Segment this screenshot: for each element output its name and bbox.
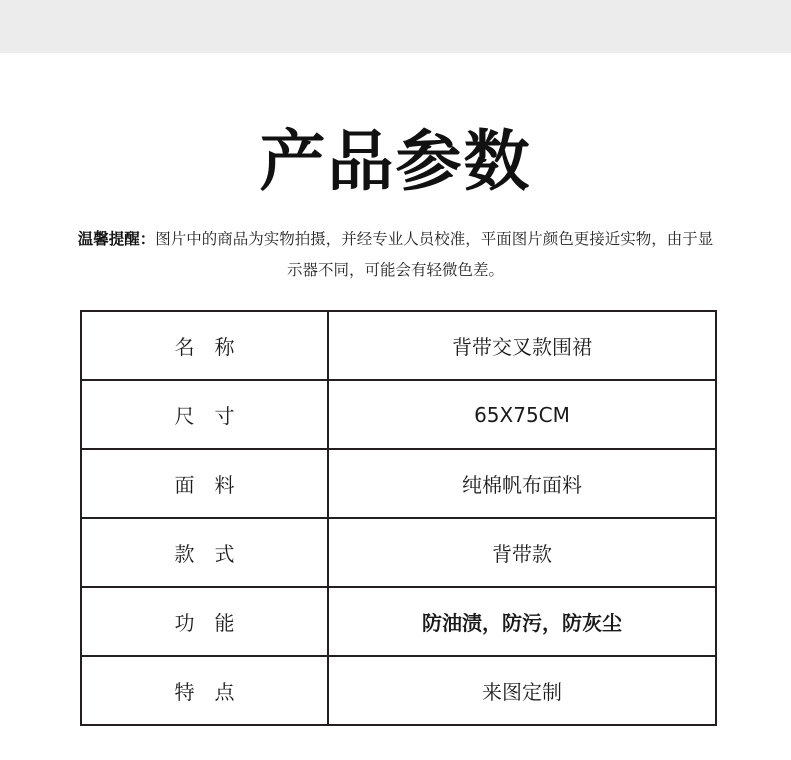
- param-key-fabric: 面料: [81, 449, 328, 518]
- product-params-table: [80, 310, 717, 726]
- param-value-fabric: 纯棉帆布面料: [328, 449, 716, 518]
- notice-text: 图片中的商品为实物拍摄，并经专业人员校准，平面图片颜色更接近实物，由于显示器不同，可能会有轻微色差。: [155, 230, 714, 279]
- top-banner-strip: [0, 0, 791, 53]
- param-key-feature: 特点: [81, 656, 328, 725]
- param-value-name: 背带交叉款围裙: [328, 311, 716, 380]
- param-value-size: 65X75CM: [328, 380, 716, 449]
- table-row: [81, 380, 716, 449]
- param-value-function: 防油渍，防污，防灰尘: [328, 587, 716, 656]
- param-value-feature: 来图定制: [328, 656, 716, 725]
- page-title: 产品参数: [259, 123, 532, 200]
- notice-label: 温馨提醒：: [77, 230, 156, 248]
- table-row: [81, 656, 716, 725]
- table-row: [81, 311, 716, 380]
- param-key-style: 款式: [81, 518, 328, 587]
- table-row: [81, 449, 716, 518]
- param-key-function: 功能: [81, 587, 328, 656]
- param-value-style: 背带款: [328, 518, 716, 587]
- param-key-name: 名称: [81, 311, 328, 380]
- param-key-size: 尺寸: [81, 380, 328, 449]
- table-row: [81, 518, 716, 587]
- notice-paragraph: [70, 224, 721, 286]
- table-row: [81, 587, 716, 656]
